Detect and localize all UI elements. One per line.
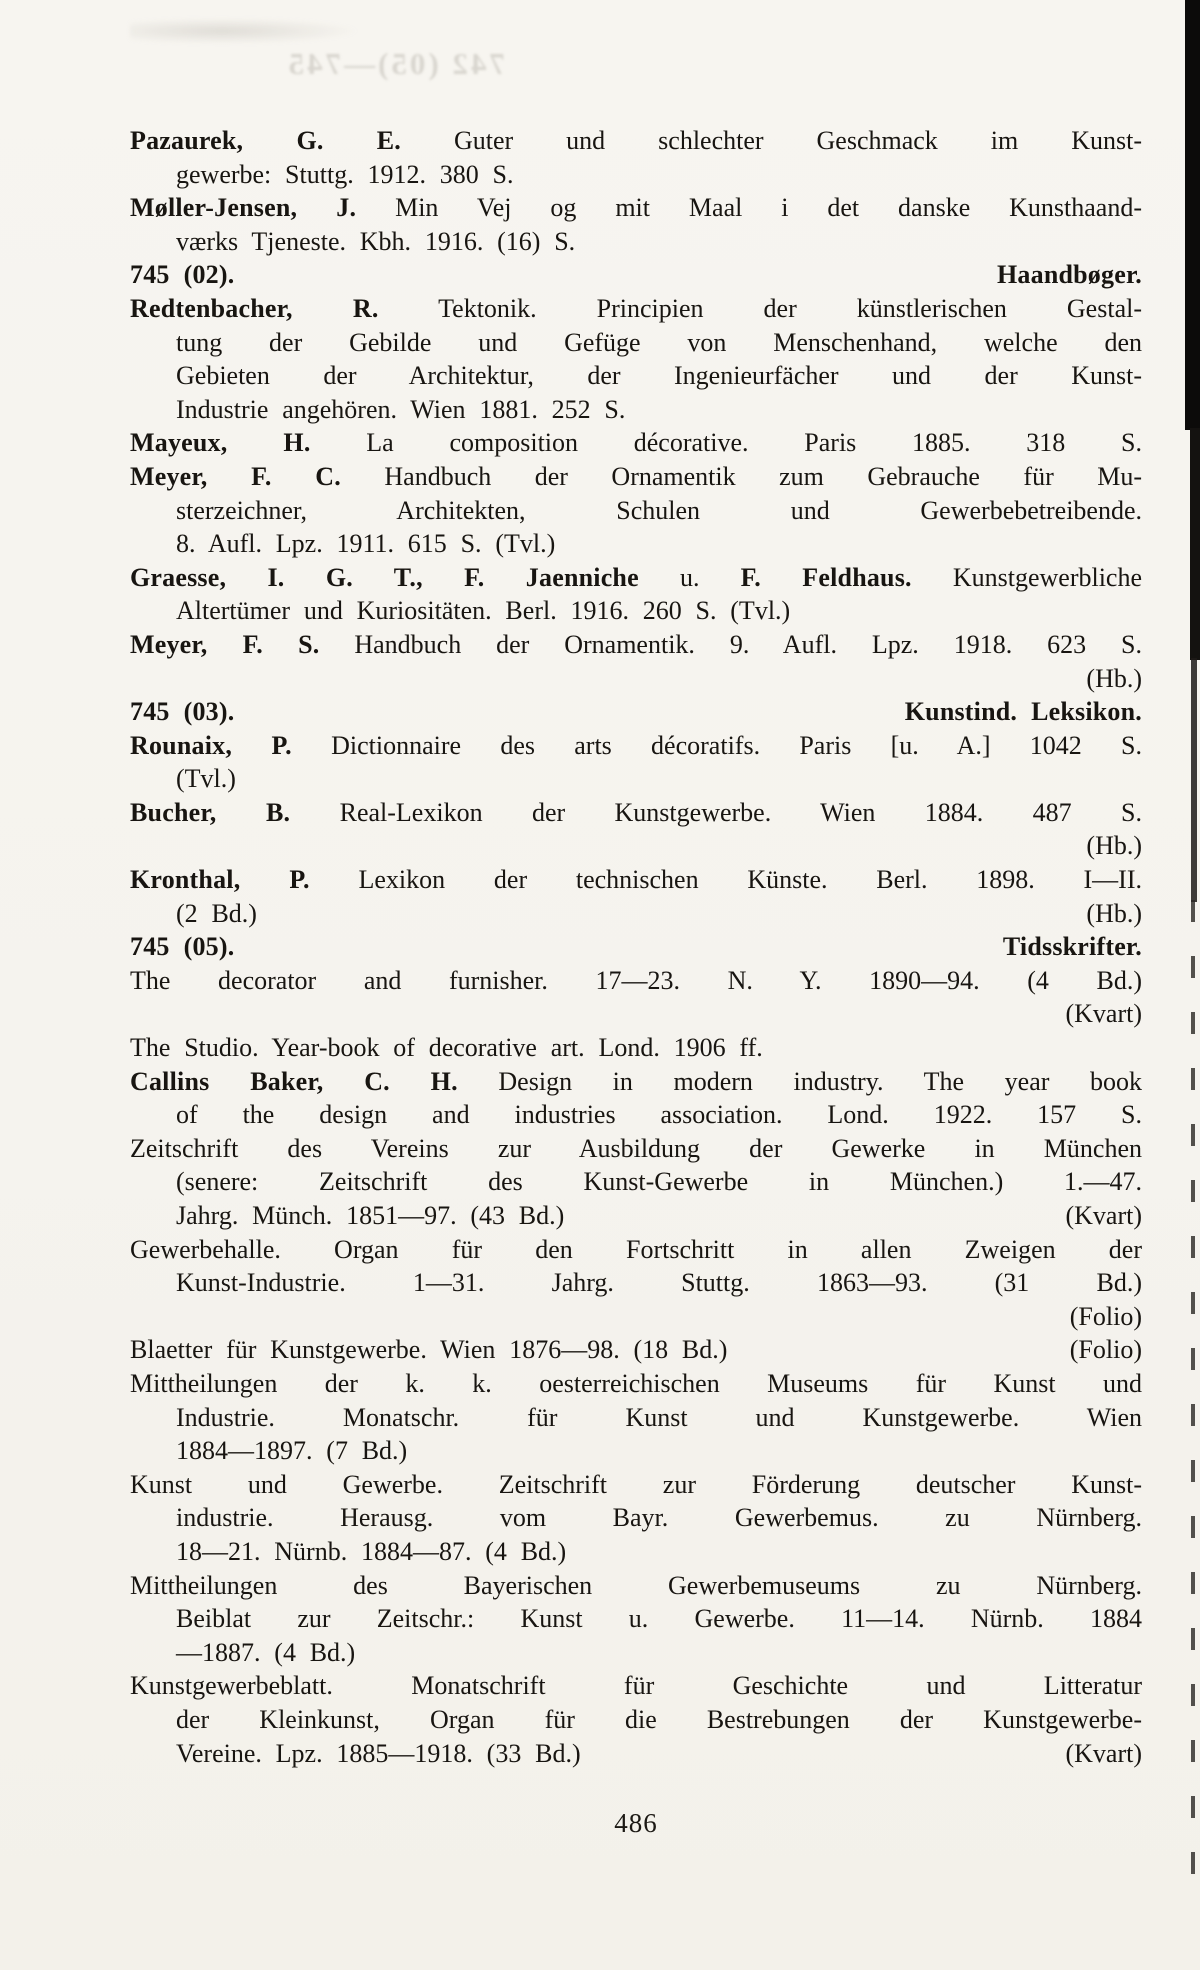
catalog-text-block — [130, 124, 1142, 1770]
catalog-line — [130, 1031, 1142, 1065]
entry-text: tung der Gebilde und Gefüge von Menschenhand, welche den — [176, 327, 1142, 357]
entry-text: Handbuch der Ornamentik. 9. Aufl. Lpz. 1918. 623 S. — [319, 629, 1142, 659]
catalog-line — [130, 762, 1142, 796]
entry-heading: Redtenbacher, R. — [130, 293, 379, 323]
entry-text: værks Tjeneste. Kbh. 1916. (16) S. — [176, 226, 576, 256]
entry-text: Kunst-Industrie. 1—31. Jahrg. Stuttg. 1863—93. (31 Bd.) — [176, 1268, 1142, 1298]
entry-text: (Kvart) — [1065, 999, 1142, 1029]
catalog-line — [130, 930, 1142, 964]
catalog-line — [130, 191, 1142, 225]
entry-text: Gebieten der Architektur, der Ingenieurfächer und der Kunst- — [176, 361, 1142, 391]
catalog-line — [130, 326, 1142, 360]
entry-text: 18—21. Nürnb. 1884—87. (4 Bd.) — [176, 1536, 567, 1566]
catalog-line — [130, 1266, 1142, 1300]
catalog-line-text — [176, 1167, 1142, 1196]
catalog-line — [130, 292, 1142, 326]
page-number: 486 — [614, 1808, 658, 1838]
entry-heading: F. Feldhaus. — [740, 562, 912, 592]
catalog-line-text — [176, 764, 236, 793]
section-heading-right: Haandbøger. — [997, 260, 1142, 290]
catalog-line — [130, 1098, 1142, 1132]
entry-text: Jahrg. Münch. 1851—97. (43 Bd.) — [176, 1201, 565, 1230]
entry-text: Real-Lexikon der Kunstgewerbe. Wien 1884. 487 S. — [290, 797, 1142, 827]
entry-text: Beiblat zur Zeitschr.: Kunst u. Gewerbe. 11—14. Nürnb. 1884 — [176, 1604, 1142, 1634]
catalog-line — [130, 527, 1142, 561]
entry-text: Kunstgewerbliche — [911, 562, 1143, 592]
catalog-line — [130, 1367, 1142, 1401]
entry-text: Guter und schlechter Geschmack im Kunst- — [401, 126, 1143, 155]
entry-text: Vereine. Lpz. 1885—1918. (33 Bd.) — [176, 1738, 581, 1768]
catalog-line — [130, 1434, 1142, 1468]
entry-text: industrie. Herausg. vom Bayr. Gewerbemus. zu Nürnberg. — [176, 1503, 1142, 1533]
page-edge-shadow-lower — [1191, 658, 1197, 902]
catalog-line — [130, 561, 1142, 595]
catalog-line-text — [130, 462, 1142, 491]
catalog-line-text — [130, 630, 1142, 659]
catalog-line — [130, 695, 1142, 729]
scan-smudge — [130, 18, 360, 44]
entry-heading: Callins Baker, C. H. — [130, 1066, 458, 1096]
entry-text: Mittheilungen der k. k. oesterreichischen Museums für Kunst und — [130, 1368, 1142, 1398]
catalog-line — [130, 460, 1142, 494]
entry-text: der Kleinkunst, Organ für die Bestrebungen der Kunstgewerbe- — [176, 1704, 1142, 1734]
catalog-line-text — [176, 1638, 355, 1667]
catalog-line — [130, 1065, 1142, 1099]
entry-text: Industrie. Monatschr. für Kunst und Kunstgewerbe. Wien — [176, 1402, 1142, 1432]
entry-heading: Kronthal, P. — [130, 865, 310, 895]
catalog-line — [130, 1199, 1142, 1233]
catalog-line-text — [130, 1571, 1142, 1600]
catalog-line — [130, 1703, 1142, 1737]
catalog-line — [130, 258, 1142, 292]
format-note-right: (Hb.) — [1086, 898, 1142, 928]
catalog-line-text — [130, 1470, 1142, 1499]
entry-text: The decorator and furnisher. 17—23. N. Y. 1890—94. (4 Bd.) — [130, 965, 1142, 995]
catalog-line — [130, 1602, 1142, 1636]
entry-text: Lexikon der technischen Künste. Berl. 1898. I—II. — [309, 865, 1142, 895]
catalog-line-text — [176, 1503, 1142, 1532]
entry-text: La composition décorative. Paris 1885. 318 S. — [310, 428, 1142, 458]
catalog-line — [130, 1233, 1142, 1267]
catalog-line — [130, 1165, 1142, 1199]
catalog-line-text — [130, 126, 1142, 155]
entry-text: 1884—1897. (7 Bd.) — [176, 1436, 408, 1466]
entry-heading: Meyer, F. C. — [130, 461, 341, 491]
entry-text: Mittheilungen des Bayerischen Gewerbemuseums zu Nürnberg. — [130, 1570, 1142, 1600]
catalog-line — [130, 426, 1142, 460]
catalog-line — [130, 1669, 1142, 1703]
catalog-line-text — [176, 496, 1142, 525]
entry-heading: 745 (02). — [130, 260, 235, 290]
catalog-line — [130, 662, 1142, 696]
format-note-right: (Kvart) — [1065, 1738, 1142, 1768]
entry-text: Industrie angehören. Wien 1881. 252 S. — [176, 394, 626, 424]
entry-text: Handbuch der Ornamentik zum Gebrauche für Mu- — [340, 461, 1142, 491]
entry-text: (senere: Zeitschrift des Kunst-Gewerbe in München.) 1.—47. — [176, 1167, 1142, 1197]
entry-text: of the design and industries association. Lond. 1922. 157 S. — [176, 1100, 1142, 1130]
catalog-line-text — [176, 160, 514, 189]
catalog-line — [130, 1401, 1142, 1435]
catalog-line-text — [1086, 831, 1142, 860]
catalog-line-text — [176, 1403, 1142, 1432]
entry-text: —1887. (4 Bd.) — [176, 1637, 356, 1667]
catalog-line-text — [130, 1369, 1142, 1398]
entry-text: Tektonik. Principien der künstlerischen Gestal- — [378, 293, 1142, 323]
section-heading-right: Kunstind. Leksikon. — [904, 697, 1142, 727]
entry-text: (Tvl.) — [176, 764, 236, 794]
catalog-line — [130, 494, 1142, 528]
catalog-line — [130, 729, 1142, 763]
catalog-line-text — [130, 865, 1142, 894]
catalog-line-text — [176, 1705, 1142, 1734]
catalog-line-text — [1070, 1302, 1142, 1331]
catalog-line — [130, 897, 1142, 931]
entry-text: Blaetter für Kunstgewerbe. Wien 1876—98. (18 Bd.) — [130, 1335, 728, 1365]
catalog-line-text — [130, 1033, 763, 1062]
catalog-line-text — [130, 695, 234, 729]
format-note-right: (Kvart) — [1065, 1201, 1142, 1230]
catalog-line-text — [176, 1268, 1142, 1297]
catalog-line — [130, 594, 1142, 628]
catalog-line-text — [176, 395, 625, 424]
catalog-line — [130, 1300, 1142, 1334]
catalog-line — [130, 225, 1142, 259]
catalog-line-text — [176, 227, 575, 256]
entry-text: Gewerbehalle. Organ für den Fortschritt in allen Zweigen der — [130, 1234, 1142, 1264]
catalog-line-text — [176, 897, 257, 931]
entry-text: Zeitschrift des Vereins zur Ausbildung der Gewerke in München — [130, 1133, 1142, 1163]
catalog-line-text — [1086, 664, 1142, 693]
catalog-line-text — [176, 1199, 564, 1233]
catalog-line-text — [130, 1067, 1142, 1096]
catalog-line-text — [130, 1134, 1142, 1163]
catalog-line — [130, 124, 1142, 158]
entry-text: Altertümer und Kuriositäten. Berl. 1916. 260 S. (Tvl.) — [176, 596, 791, 626]
entry-heading: 745 (05). — [130, 932, 235, 962]
catalog-line-text — [130, 1333, 727, 1367]
entry-heading: Graesse, I. G. T., F. Jaenniche — [130, 562, 639, 592]
catalog-line — [130, 1501, 1142, 1535]
entry-text: Kunst und Gewerbe. Zeitschrift zur Förderung deutscher Kunst- — [130, 1469, 1142, 1499]
catalog-line — [130, 359, 1142, 393]
catalog-line-text — [130, 731, 1142, 760]
catalog-line-text — [176, 1436, 407, 1465]
catalog-line-text — [130, 193, 1142, 222]
catalog-line — [130, 863, 1142, 897]
catalog-line — [130, 796, 1142, 830]
entry-text: gewerbe: Stuttg. 1912. 380 S. — [176, 159, 514, 189]
catalog-line — [130, 1737, 1142, 1771]
catalog-line — [130, 997, 1142, 1031]
catalog-line-text — [130, 294, 1142, 323]
catalog-line-text — [176, 1737, 581, 1771]
section-heading-right: Tidsskrifter. — [1002, 932, 1142, 962]
entry-heading: Rounaix, P. — [130, 730, 292, 760]
entry-text: Kunstgewerbeblatt. Monatschrift für Geschichte und Litteratur — [130, 1671, 1142, 1701]
catalog-line — [130, 1569, 1142, 1603]
catalog-line-text — [176, 361, 1142, 390]
catalog-line-text — [176, 328, 1142, 357]
catalog-line — [130, 1535, 1142, 1569]
catalog-line — [130, 393, 1142, 427]
catalog-line-text — [176, 1537, 566, 1566]
page-edge-shadow-mid — [1190, 428, 1200, 660]
entry-text: u. — [638, 562, 741, 592]
catalog-line-text — [130, 563, 1142, 592]
catalog-line-text — [130, 1235, 1142, 1264]
entry-heading: Pazaurek, G. E. — [130, 126, 401, 155]
entry-heading: Meyer, F. S. — [130, 629, 320, 659]
entry-text: The Studio. Year-book of decorative art. Lond. 1906 ff. — [130, 1033, 763, 1063]
ghost-showthrough-text: 742 (05)—745 — [285, 46, 505, 81]
catalog-line-text — [130, 798, 1142, 827]
entry-text: Min Vej og mit Maal i det danske Kunsthaand- — [356, 193, 1142, 223]
page-edge-shadow-dashes — [1191, 900, 1195, 1880]
page-edge-shadow-top — [1185, 0, 1200, 430]
entry-heading: Mayeux, H. — [130, 428, 311, 458]
entry-text: (Folio) — [1069, 1301, 1142, 1331]
catalog-line-text — [176, 529, 555, 558]
entry-text: 8. Aufl. Lpz. 1911. 615 S. (Tvl.) — [176, 529, 556, 559]
catalog-line — [130, 1333, 1142, 1367]
catalog-line — [130, 964, 1142, 998]
entry-text: (Hb.) — [1086, 831, 1142, 861]
catalog-line-text — [1065, 999, 1142, 1028]
catalog-line-text — [130, 930, 234, 964]
entry-text: (2 Bd.) — [176, 898, 257, 928]
catalog-line — [130, 829, 1142, 863]
catalog-line — [130, 1468, 1142, 1502]
catalog-line — [130, 1132, 1142, 1166]
entry-heading: Møller-Jensen, J. — [130, 193, 357, 223]
catalog-line-text — [130, 1671, 1142, 1700]
entry-text: Dictionnaire des arts décoratifs. Paris [u. A.] 1042 S. — [291, 730, 1142, 760]
format-note-right: (Folio) — [1069, 1335, 1142, 1365]
catalog-line-text — [130, 258, 234, 292]
entry-text: (Hb.) — [1086, 663, 1142, 693]
catalog-line-text — [176, 596, 790, 625]
catalog-line-text — [130, 428, 1142, 457]
catalog-line — [130, 628, 1142, 662]
catalog-line — [130, 1636, 1142, 1670]
entry-text: Design in modern industry. The year book — [457, 1066, 1142, 1096]
entry-heading: 745 (03). — [130, 697, 235, 727]
entry-heading: Bucher, B. — [130, 797, 291, 827]
catalog-line — [130, 158, 1142, 192]
catalog-line-text — [130, 966, 1142, 995]
entry-text: sterzeichner, Architekten, Schulen und Gewerbebetreibende. — [176, 495, 1142, 525]
catalog-line-text — [176, 1100, 1142, 1129]
catalog-line-text — [176, 1604, 1142, 1633]
